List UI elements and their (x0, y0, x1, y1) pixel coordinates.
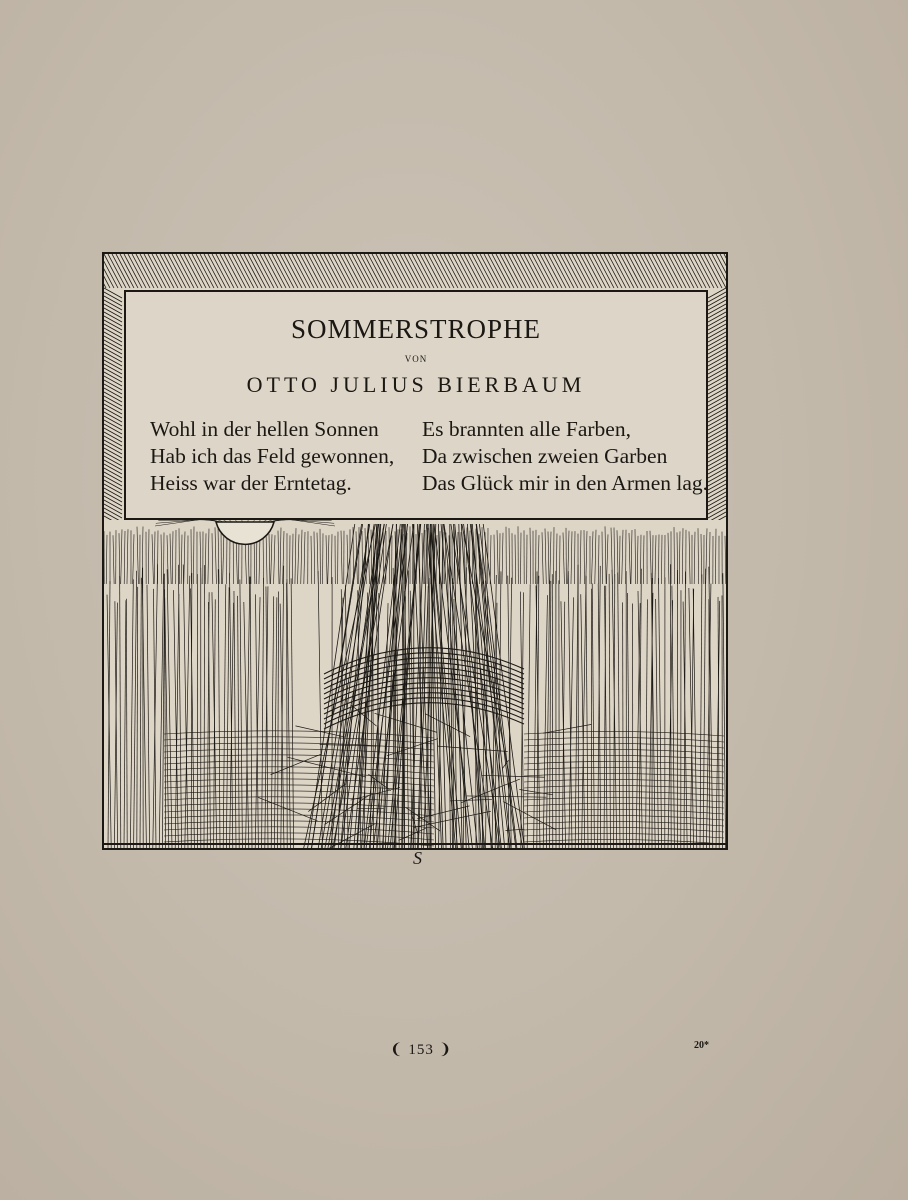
poem-panel (124, 290, 708, 520)
verse-line: Da zwischen zweien Garben (422, 444, 668, 468)
poem-title: SOMMERSTROPHE (290, 314, 542, 344)
signature-mark: 20* (694, 1040, 709, 1051)
woodcut-plate (102, 252, 728, 850)
verse-line: Wohl in der hellen Sonnen (150, 417, 379, 441)
verse-line: Das Glück mir in den Armen lag. (422, 471, 709, 495)
page-number: ❨ 153 ❩ (390, 1042, 453, 1058)
verse-line: Hab ich das Feld gewonnen, (150, 444, 395, 468)
artist-monogram: S (413, 848, 422, 868)
stanza-left (150, 416, 394, 497)
stanza-right (422, 416, 708, 497)
verse-line: Es brannten alle Farben, (422, 417, 631, 441)
author-name: OTTO JULIUS BIERBAUM (246, 372, 586, 397)
verse-line: Heiss war der Erntetag. (150, 471, 352, 495)
byline-von: VON (404, 354, 428, 364)
